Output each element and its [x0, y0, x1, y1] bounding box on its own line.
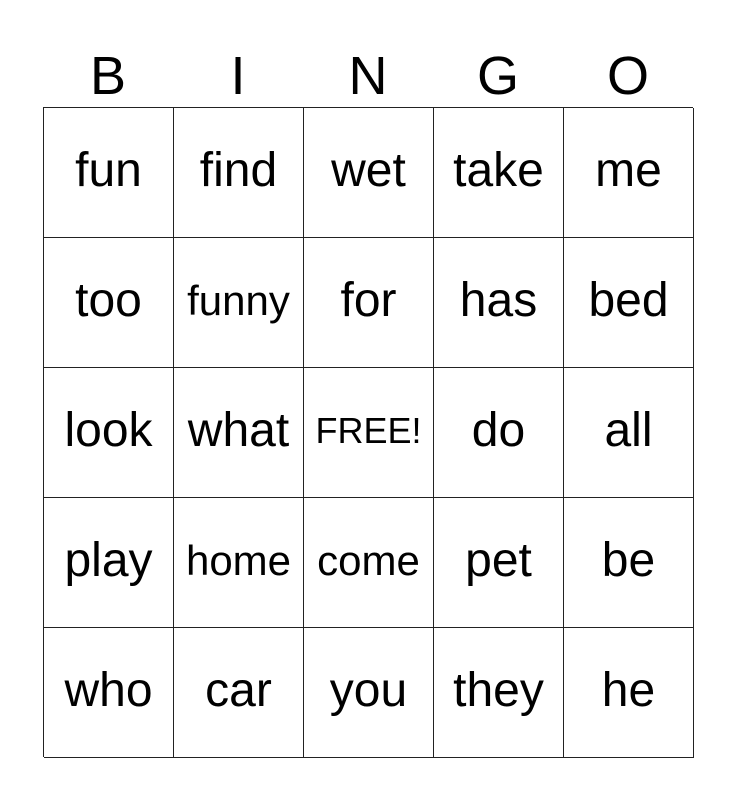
- header-letter-n: N: [348, 46, 388, 106]
- bingo-cell: all: [564, 368, 694, 498]
- bingo-cell: too: [44, 238, 174, 368]
- bingo-cell: what: [174, 368, 304, 498]
- bingo-cell: play: [44, 498, 174, 628]
- bingo-cell: funny: [174, 238, 304, 368]
- header-letter-o: O: [606, 46, 649, 106]
- bingo-cell: he: [564, 628, 694, 758]
- bingo-cell: find: [174, 108, 304, 238]
- bingo-cell: who: [44, 628, 174, 758]
- bingo-cell: look: [44, 368, 174, 498]
- bingo-cell: bed: [564, 238, 694, 368]
- bingo-board: [43, 107, 693, 757]
- header-letter-i: I: [230, 46, 246, 106]
- bingo-cell: take: [434, 108, 564, 238]
- bingo-cell: fun: [44, 108, 174, 238]
- bingo-cell: they: [434, 628, 564, 758]
- bingo-cell: for: [304, 238, 434, 368]
- bingo-cell: home: [174, 498, 304, 628]
- header-letter-b: B: [89, 46, 127, 106]
- header-letter-g: G: [476, 46, 519, 106]
- bingo-cell: me: [564, 108, 694, 238]
- bingo-cell: has: [434, 238, 564, 368]
- bingo-cell: wet: [304, 108, 434, 238]
- bingo-header: [43, 44, 693, 108]
- bingo-cell: car: [174, 628, 304, 758]
- bingo-cell: do: [434, 368, 564, 498]
- bingo-cell: you: [304, 628, 434, 758]
- bingo-cell: come: [304, 498, 434, 628]
- free-space-cell: FREE!: [304, 368, 434, 498]
- bingo-cell: be: [564, 498, 694, 628]
- bingo-cell: pet: [434, 498, 564, 628]
